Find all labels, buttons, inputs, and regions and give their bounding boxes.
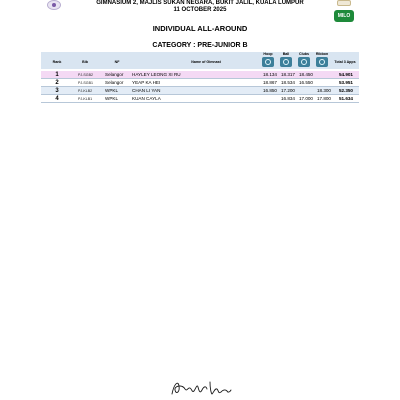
hoop-icon <box>262 57 274 67</box>
name-cell: YEAP KA HEI <box>132 80 161 85</box>
clubs-score: 17.000 <box>298 96 313 101</box>
category-title: CATEGORY : PRE-JUNIOR B <box>152 42 248 49</box>
ball-score: 17.200 <box>280 88 295 93</box>
hoop-score: 18.867 <box>262 80 277 85</box>
total-score: 52.350 <box>338 88 353 93</box>
total-score: 54.901 <box>338 72 353 77</box>
total-score: 51.634 <box>338 96 353 101</box>
ribbon-score: 17.800 <box>316 96 331 101</box>
document-title: INDIVIDUAL ALL-AROUND <box>152 24 248 33</box>
bib-cell: PJ-SGB1 <box>78 81 93 85</box>
bib-cell: PJ-KLB2 <box>78 89 93 93</box>
ribbon-score <box>311 79 331 87</box>
col-rank-header: Rank <box>52 60 62 64</box>
nf-cell: WPKL <box>105 88 119 93</box>
table-header <box>41 52 359 69</box>
clubs-score: 18.450 <box>298 72 313 77</box>
hoop-score <box>257 95 277 103</box>
milo-logo: MILO <box>334 10 354 22</box>
ribbon-score <box>311 71 331 79</box>
ball-icon <box>280 57 292 67</box>
total-score: 53.951 <box>338 80 353 85</box>
ball-score: 18.534 <box>280 80 295 85</box>
ribbon-icon <box>316 57 328 67</box>
col-nf-header: NF <box>114 60 120 64</box>
col-bib-header: Bib <box>82 60 88 64</box>
nf-cell: WPKL <box>105 96 119 101</box>
col-clubs-header: Clubs <box>296 52 312 67</box>
name-cell: CHAN LI YAN <box>132 88 161 93</box>
col-ball-header: Ball <box>278 52 294 67</box>
table-row <box>41 79 359 87</box>
clubs-score <box>293 87 313 95</box>
table-row <box>41 71 359 79</box>
clubs-icon <box>298 57 310 67</box>
rank-cell: 4 <box>55 96 59 102</box>
rank-cell: 3 <box>55 88 59 94</box>
nf-cell: Selangor <box>105 80 124 85</box>
name-cell: HAYLEY LEONG XI RU <box>132 72 181 77</box>
col-name-header: Name of Gimnast <box>191 60 221 64</box>
ball-score: 16.834 <box>280 96 295 101</box>
col-total-header: Total 3 Apps <box>334 60 356 64</box>
ribbon-score: 18.300 <box>316 88 331 93</box>
clubs-score: 16.550 <box>298 80 313 85</box>
rank-cell: 2 <box>55 80 59 86</box>
nf-cell: Selangor <box>105 72 124 77</box>
hoop-score: 16.850 <box>262 88 277 93</box>
col-hoop-header: Hoop <box>260 52 276 67</box>
hoop-score: 18.134 <box>262 72 277 77</box>
judge-signature <box>170 378 232 398</box>
name-cell: KUAN CAYLA <box>132 96 161 101</box>
date-line: 11 OCTOBER 2025 <box>173 7 227 13</box>
bib-cell: PJ-SGB2 <box>78 73 93 77</box>
ball-score: 18.317 <box>280 72 295 77</box>
table-row <box>41 87 359 95</box>
bib-cell: PJ-KLB1 <box>78 97 93 101</box>
venue-line: GIMNASIUM 2, MAJLIS SUKAN NEGARA, BUKIT JALIL, KUALA LUMPUR <box>96 0 304 6</box>
rank-cell: 1 <box>55 72 59 78</box>
col-ribbon-header: Ribbon <box>314 52 330 67</box>
table-row <box>41 95 359 103</box>
